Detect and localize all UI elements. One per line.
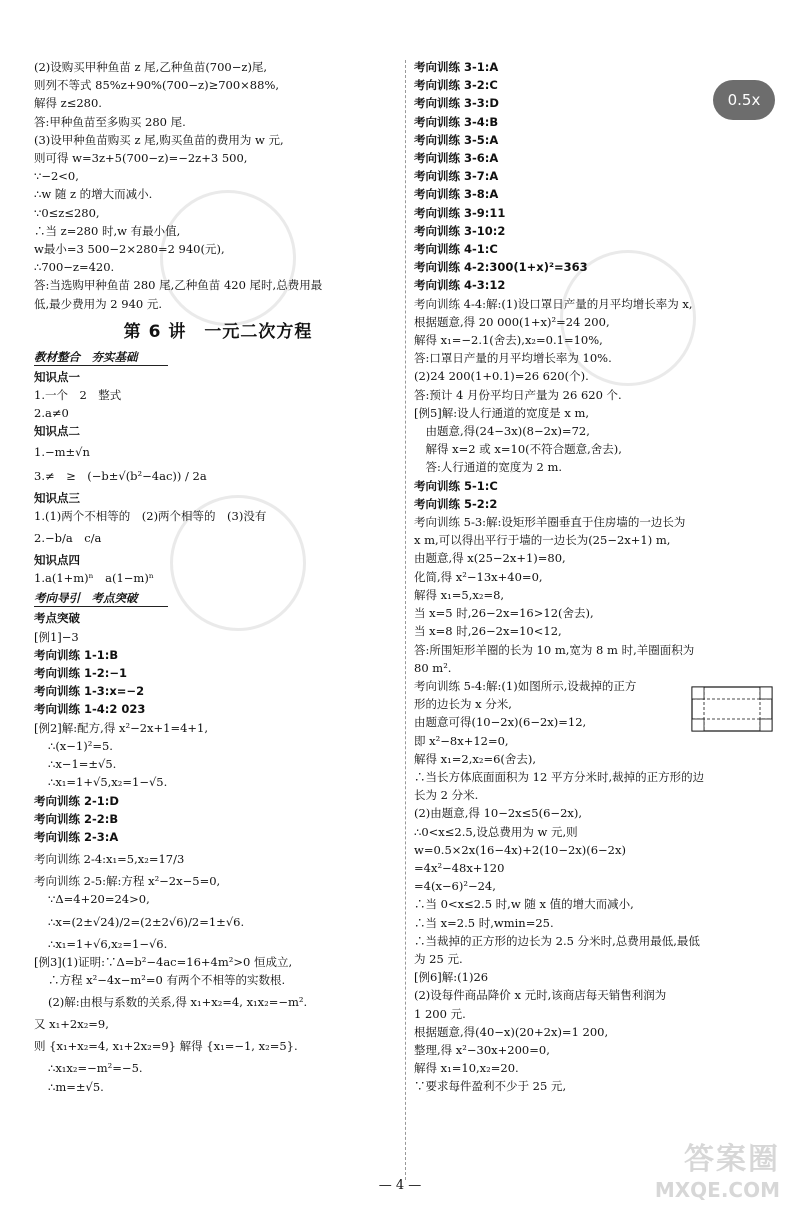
section-heading: 教材整合 夯实基础 [34, 349, 168, 366]
left-line: 答:甲种鱼苗至多购买 280 尾. [34, 114, 186, 129]
knowledge-point-heading: 知识点二 [34, 424, 80, 439]
right-line: 考向训练 4-1:C [414, 242, 498, 257]
right-line: 答:人行通道的宽度为 2 m. [414, 460, 563, 475]
left-line: 1.(1)两个不相等的 (2)两个相等的 (3)没有 [34, 508, 267, 523]
left-line: 考向训练 2-2:B [34, 811, 119, 826]
right-line: 长为 2 分米. [414, 788, 479, 803]
right-line: [例6]解:(1)26 [414, 970, 489, 985]
right-line: 解得 x₁=−2.1(舍去),x₂=0.1=10%, [414, 333, 603, 348]
right-line: ∴当 x=2.5 时,wmin=25. [414, 915, 554, 930]
column-divider [405, 60, 406, 1180]
right-line: ∵要求每件盈利不少于 25 元, [414, 1079, 567, 1094]
section-heading: 考向导引 考点突破 [34, 590, 168, 607]
right-line: 考向训练 3-3:D [414, 96, 499, 111]
left-line: (3)设甲种鱼苗购买 z 尾,购买鱼苗的费用为 w 元, [34, 132, 284, 147]
right-line: 考向训练 3-9:11 [414, 205, 506, 220]
left-line: 1.−m±√n [34, 444, 90, 459]
left-line: ∴当 z=280 时,w 有最小值, [34, 223, 181, 238]
left-line: (2)解:由根与系数的关系,得 x₁+x₂=4, x₁x₂=−m². [48, 995, 308, 1010]
left-line: 2.−b/a c/a [34, 531, 102, 546]
left-line: 低,最少费用为 2 940 元. [34, 296, 163, 311]
right-line: 80 m². [414, 660, 452, 675]
left-line: ∵0≤z≤280, [34, 205, 100, 220]
watermark-text: 答案圈 [684, 1142, 780, 1177]
left-line: 则 {x₁+x₂=4, x₁+2x₂=9} 解得 {x₁=−1, x₂=5}. [34, 1039, 298, 1054]
right-line: [例5]解:设人行通道的宽度是 x m, [414, 405, 590, 420]
page-number: — 4 — [378, 1178, 422, 1193]
left-line: 答:当选购甲种鱼苗 280 尾,乙种鱼苗 420 尾时,总费用最 [34, 278, 323, 293]
subsection-heading: 考点突破 [34, 611, 80, 626]
left-line: ∴w 随 z 的增大而减小. [34, 187, 153, 202]
left-line: ∴x₁=1+√6,x₂=1−√6. [48, 936, 168, 951]
left-line: 考向训练 1-1:B [34, 647, 119, 662]
left-line: 1.一个 2 整式 [34, 388, 122, 403]
right-line: 考向训练 3-6:A [414, 151, 499, 166]
right-line: 1 200 元. [414, 1006, 466, 1021]
right-line: 考向训练 3-2:C [414, 78, 498, 93]
right-line: 解得 x=2 或 x=10(不符合题意,舍去), [414, 442, 622, 457]
right-line: 考向训练 5-2:2 [414, 496, 498, 511]
right-line: =4x²−48x+120 [414, 860, 505, 875]
right-line: 当 x=8 时,26−2x=10<12, [414, 624, 562, 639]
right-line: 根据题意,得 20 000(1+x)²=24 200, [414, 314, 610, 329]
left-line: ∴x₁x₂=−m²=−5. [48, 1061, 143, 1076]
left-line: 1.a(1+m)ⁿ a(1−m)ⁿ [34, 571, 154, 586]
left-line: 则列不等式 85%z+90%(700−z)≥700×88%, [34, 78, 280, 93]
right-line: 答:口罩日产量的月平均增长率为 10%. [414, 351, 612, 366]
right-line: 考向训练 4-4:解:(1)设口罩日产量的月平均增长率为 x, [414, 296, 693, 311]
left-line: 又 x₁+2x₂=9, [34, 1017, 109, 1032]
right-line: 整理,得 x²−30x+200=0, [414, 1042, 550, 1057]
right-line: =4(x−6)²−24, [414, 879, 496, 894]
right-line: 考向训练 4-3:12 [414, 278, 506, 293]
right-line: 考向训练 3-5:A [414, 132, 499, 147]
left-line: ∵−2<0, [34, 169, 79, 184]
right-line: 即 x²−8x+12=0, [414, 733, 509, 748]
right-line: 考向训练 3-8:A [414, 187, 499, 202]
left-line: ∴(x−1)²=5. [48, 738, 113, 753]
left-line: 考向训练 1-3:x=−2 [34, 684, 145, 699]
right-line: 考向训练 5-4:解:(1)如图所示,设裁掉的正方 [414, 678, 637, 693]
right-line: (2)由题意,得 10−2x≤5(6−2x), [414, 806, 583, 821]
left-line: 考向训练 2-4:x₁=5,x₂=17/3 [34, 852, 185, 867]
right-line: ∴当 0<x≤2.5 时,w 随 x 值的增大而减小, [414, 897, 634, 912]
left-line: 考向训练 2-1:D [34, 793, 119, 808]
right-line: 考向训练 4-2:300(1+x)²=363 [414, 260, 588, 275]
left-line: w最小=3 500−2×280=2 940(元), [34, 242, 225, 257]
zoom-level-button[interactable]: 0.5x [713, 80, 775, 120]
right-line: 考向训练 3-7:A [414, 169, 499, 184]
right-line: 考向训练 3-1:A [414, 60, 499, 74]
left-line: [例3](1)证明:∵Δ=b²−4ac=16+4m²>0 恒成立, [34, 954, 293, 969]
left-line: [例2]解:配方,得 x²−2x+1=4+1, [34, 720, 209, 735]
right-line: 解得 x₁=5,x₂=8, [414, 587, 505, 602]
right-line: (2)24 200(1+0.1)=26 620(个). [414, 369, 589, 384]
right-line: 为 25 元. [414, 951, 463, 966]
right-line: ∴当长方体底面面积为 12 平方分米时,裁掉的正方形的边 [414, 769, 705, 784]
left-line: ∴700−z=420. [34, 260, 115, 275]
left-column [34, 58, 402, 1096]
right-line: x m,可以得出平行于墙的一边长为(25−2x+1) m, [414, 533, 671, 548]
right-line: 由题意可得(10−2x)(6−2x)=12, [414, 715, 587, 730]
left-line: 考向训练 2-5:解:方程 x²−2x−5=0, [34, 874, 221, 889]
left-line: ∴m=±√5. [48, 1079, 104, 1094]
right-line: w=0.5×2x(16−4x)+2(10−2x)(6−2x) [414, 842, 626, 857]
left-line: ∵Δ=4+20=24>0, [48, 892, 150, 907]
right-line: ∴0<x≤2.5,设总费用为 w 元,则 [414, 824, 578, 839]
left-line: (2)设购买甲种鱼苗 z 尾,乙种鱼苗(700−z)尾, [34, 60, 268, 74]
right-line: 答:所围矩形羊圈的长为 10 m,宽为 8 m 时,羊圈面积为 [414, 642, 695, 657]
knowledge-point-heading: 知识点四 [34, 553, 80, 568]
right-line: 考向训练 5-3:解:设矩形羊圈垂直于住房墙的一边长为 [414, 515, 686, 530]
right-line: 答:预计 4 月份平均日产量为 26 620 个. [414, 387, 622, 402]
left-line: ∴方程 x²−4x−m²=0 有两个不相等的实数根. [48, 972, 286, 987]
left-line: ∴x₁=1+√5,x₂=1−√5. [48, 775, 168, 790]
knowledge-point-heading: 知识点一 [34, 369, 80, 384]
right-line: 考向训练 5-1:C [414, 478, 498, 493]
right-line: ∴当裁掉的正方形的边长为 2.5 分米时,总费用最低,最低 [414, 933, 700, 948]
left-line: 考向训练 1-4:2 023 [34, 702, 146, 717]
left-line: 2.a≠0 [34, 406, 69, 421]
right-line: 解得 x₁=10,x₂=20. [414, 1061, 519, 1076]
right-line: 考向训练 3-10:2 [414, 223, 506, 238]
right-line: 形的边长为 x 分米, [414, 697, 512, 712]
left-line: ∴x−1=±√5. [48, 757, 117, 772]
right-line: 当 x=5 时,26−2x=16>12(舍去), [414, 606, 594, 621]
right-line: 考向训练 3-4:B [414, 114, 499, 129]
left-line: 解得 z≤280. [34, 96, 102, 111]
left-line: 考向训练 2-3:A [34, 829, 119, 844]
right-line: 根据题意,得(40−x)(20+2x)=1 200, [414, 1024, 609, 1039]
right-line: 化简,得 x²−13x+40=0, [414, 569, 543, 584]
right-line: 解得 x₁=2,x₂=6(舍去), [414, 751, 537, 766]
right-line: (2)设每件商品降价 x 元时,该商店每天销售利润为 [414, 988, 667, 1003]
left-line: 考向训练 1-2:−1 [34, 666, 128, 681]
knowledge-point-heading: 知识点三 [34, 490, 80, 505]
left-line: [例1]−3 [34, 629, 79, 644]
left-line: 则可得 w=3z+5(700−z)=−2z+3 500, [34, 151, 248, 166]
lesson-title: 第 6 讲 一元二次方程 [123, 321, 313, 342]
right-line: 由题意,得(24−3x)(8−2x)=72, [414, 424, 590, 439]
right-line: 由题意,得 x(25−2x+1)=80, [414, 551, 566, 566]
left-line: ∴x=(2±√24)/2=(2±2√6)/2=1±√6. [48, 914, 245, 929]
box-net-diagram [690, 685, 774, 733]
watermark-url: MXQE.COM [654, 1178, 780, 1202]
right-column [414, 58, 774, 1096]
left-line: 3.≠ ≥ (−b±√(b²−4ac)) / 2a [34, 468, 207, 483]
